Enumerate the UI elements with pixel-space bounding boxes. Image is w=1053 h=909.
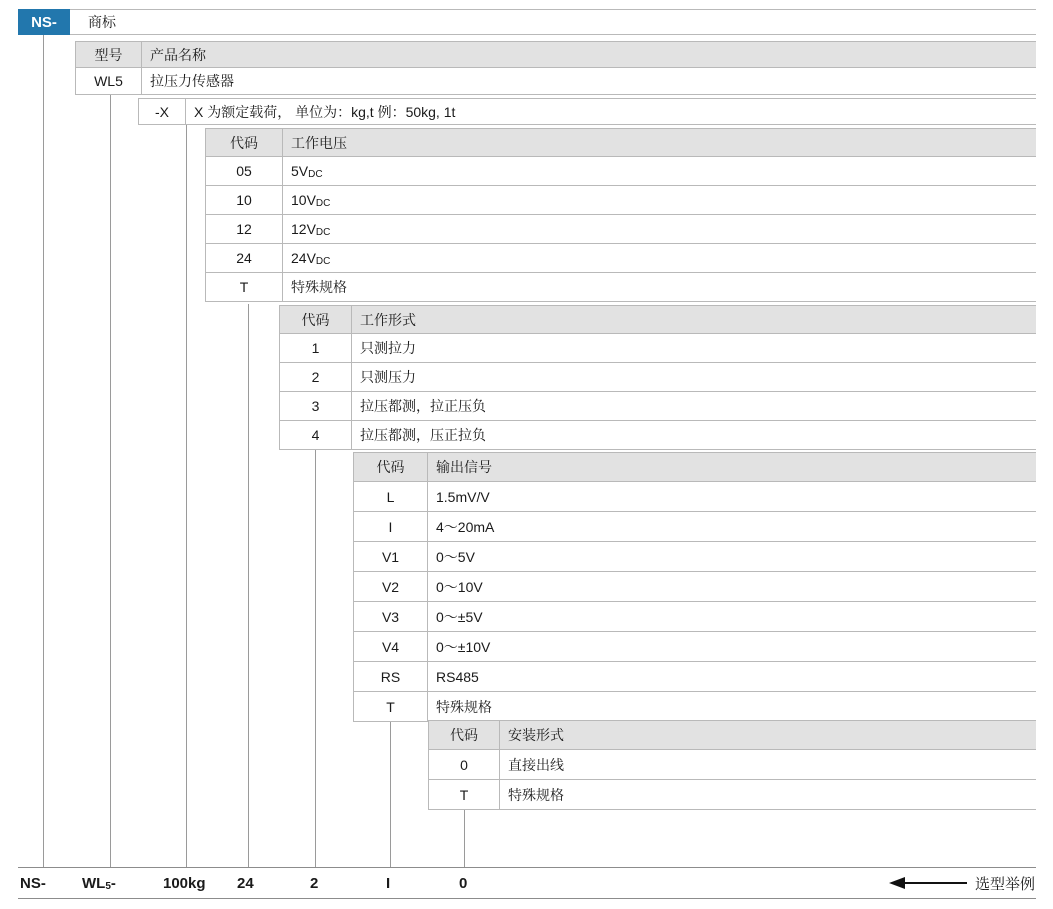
group-output-signal-row7-code: T — [353, 692, 428, 721]
group-mounting-type — [428, 720, 1036, 810]
group-working-mode-row2-code: 3 — [279, 392, 352, 420]
group-working-voltage-row3-code: 24 — [205, 244, 283, 272]
table-row — [353, 692, 1036, 722]
group-working-mode-row1-desc: 只测压力 — [360, 369, 416, 385]
group-output-signal-row0-code: L — [353, 482, 428, 511]
group-output-signal-row5-desc: 0～±10V — [436, 638, 491, 655]
connector-line-model — [110, 95, 111, 867]
group-output-signal-row3-code: V2 — [353, 572, 428, 601]
group-output-signal-row7-desc: 特殊规格 — [436, 698, 492, 715]
group-working-mode-row3-desc: 拉压都测，压正拉负 — [360, 427, 486, 443]
example-item-mode: 2 — [310, 874, 319, 892]
group-output-signal-row1-desc: 4～20mA — [436, 518, 495, 535]
example-item-mounting: 0 — [459, 874, 468, 892]
group-working-voltage-header-desc: 工作电压 — [283, 129, 1036, 156]
group-working-mode-row0-code: 1 — [279, 334, 352, 362]
group-model-header — [75, 41, 1036, 68]
table-row — [428, 780, 1036, 810]
connector-line-load — [186, 125, 187, 867]
group-model — [75, 41, 1036, 95]
group-output-signal-header-desc: 输出信号 — [428, 453, 1036, 481]
group-mounting-type-row0-code: 0 — [428, 750, 500, 779]
connector-line-mode — [315, 450, 316, 867]
group-working-voltage-row1-code: 10 — [205, 186, 283, 214]
group-working-voltage-row4-code: T — [205, 273, 283, 301]
connector-line-brand — [43, 35, 44, 867]
group-output-signal-row2-code: V1 — [353, 542, 428, 571]
group-output-signal-row2-desc: 0～5V — [436, 548, 475, 565]
group-mounting-type-header — [428, 720, 1036, 750]
group-working-voltage-row4-desc: 特殊规格 — [291, 279, 347, 295]
table-row — [353, 572, 1036, 602]
table-row — [279, 392, 1036, 421]
example-item-output: I — [386, 874, 391, 892]
example-item-voltage: 24 — [237, 874, 254, 892]
table-row — [353, 662, 1036, 692]
group-working-mode-header-code: 代码 — [279, 306, 352, 333]
brand-code: NS- — [18, 9, 70, 35]
group-output-signal-header-code: 代码 — [353, 453, 428, 481]
group-working-voltage — [205, 128, 1036, 302]
group-output-signal-row5-code: V4 — [353, 632, 428, 661]
group-mounting-type-header-code: 代码 — [428, 721, 500, 749]
group-output-signal-row4-code: V3 — [353, 602, 428, 631]
group-working-voltage-row2-code: 12 — [205, 215, 283, 243]
group-rated-load-row0-code: -X — [138, 99, 186, 124]
table-row — [205, 186, 1036, 215]
group-mounting-type-row1-code: T — [428, 780, 500, 809]
table-row — [279, 363, 1036, 392]
group-rated-load — [138, 98, 1036, 125]
brand-label: 商标 — [88, 14, 116, 30]
example-item-load: 100kg — [163, 874, 206, 892]
group-working-mode-row2-desc: 拉压都测，拉正压负 — [360, 398, 486, 414]
table-row — [353, 512, 1036, 542]
group-model-row0-code: WL5 — [75, 68, 142, 94]
table-row — [279, 421, 1036, 450]
group-output-signal-row6-desc: RS485 — [436, 668, 479, 685]
connector-line-mounting — [464, 808, 465, 867]
example-item-brand: NS- — [20, 874, 46, 892]
group-working-voltage-row3-desc: 24V $_{DC}$ — [291, 250, 331, 267]
group-output-signal-row3-desc: 0～10V — [436, 578, 483, 595]
table-row — [205, 215, 1036, 244]
table-row — [279, 334, 1036, 363]
group-mounting-type-header-desc: 安装形式 — [500, 721, 1036, 749]
group-working-voltage-row0-code: 05 — [205, 157, 283, 185]
group-mounting-type-row0-desc: 直接出线 — [508, 756, 564, 773]
group-working-voltage-row2-desc: 12V $_{DC}$ — [291, 221, 331, 238]
group-working-mode-row0-desc: 只测拉力 — [360, 340, 416, 356]
table-row — [75, 68, 1036, 95]
brand-row — [18, 9, 1036, 35]
table-row — [205, 157, 1036, 186]
table-row — [205, 244, 1036, 273]
connector-line-voltage — [248, 304, 249, 867]
table-row — [428, 750, 1036, 780]
left-arrow-icon — [889, 876, 967, 890]
group-output-signal — [353, 452, 1036, 722]
group-working-voltage-header — [205, 128, 1036, 157]
group-working-mode-row1-code: 2 — [279, 363, 352, 391]
group-working-voltage-header-code: 代码 — [205, 129, 283, 156]
group-model-header-code: 型号 — [75, 42, 142, 67]
example-note-label: 选型举例 — [974, 875, 1035, 893]
table-row — [353, 542, 1036, 572]
group-model-row0-desc: 拉压力传感器 — [150, 73, 234, 89]
table-row — [353, 632, 1036, 662]
group-output-signal-header — [353, 452, 1036, 482]
group-output-signal-row6-code: RS — [353, 662, 428, 691]
group-output-signal-row0-desc: 1.5mV/V — [436, 488, 490, 505]
group-rated-load-row0-desc: X 为额定载荷， 单位为：kg,t 例：50kg, 1t — [194, 103, 456, 120]
group-mounting-type-row1-desc: 特殊规格 — [508, 786, 564, 803]
group-output-signal-row4-desc: 0～±5V — [436, 608, 483, 625]
group-output-signal-row1-code: I — [353, 512, 428, 541]
group-model-header-desc: 产品名称 — [142, 42, 1036, 67]
example-item-model: WL $_5$ - — [82, 874, 116, 892]
table-row — [205, 273, 1036, 302]
group-working-mode — [279, 305, 1036, 450]
connector-line-output — [390, 718, 391, 867]
group-working-voltage-row0-desc: 5V $_{DC}$ — [291, 163, 323, 180]
group-working-mode-header — [279, 305, 1036, 334]
table-row — [138, 98, 1036, 125]
group-working-mode-header-desc: 工作形式 — [352, 306, 1036, 333]
example-note — [889, 867, 1035, 899]
table-row — [353, 602, 1036, 632]
group-working-mode-row3-code: 4 — [279, 421, 352, 449]
group-working-voltage-row1-desc: 10V $_{DC}$ — [291, 192, 331, 209]
table-row — [353, 482, 1036, 512]
